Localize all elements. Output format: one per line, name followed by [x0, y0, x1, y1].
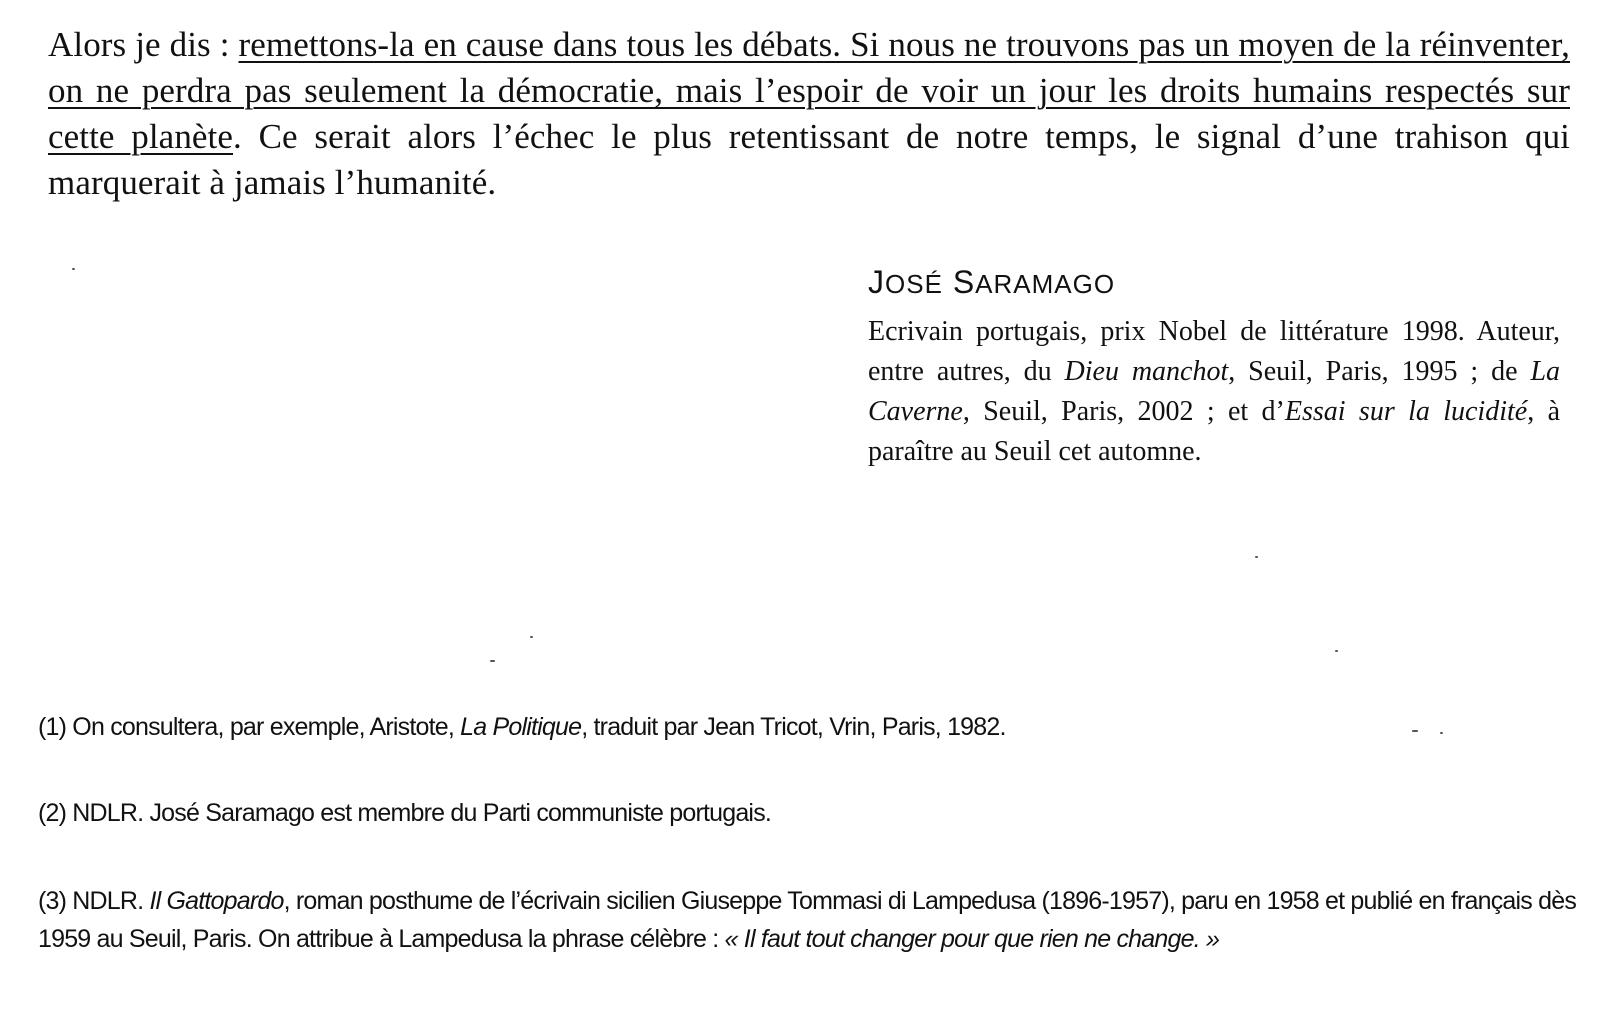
footnote-2	[38, 794, 1578, 832]
author-name	[868, 258, 1560, 308]
bio-text-2: , Seuil, Paris, 1995 ; de	[1228, 356, 1531, 387]
main-paragraph	[48, 22, 1570, 206]
author-first-initial: J	[868, 264, 885, 300]
book-title-dieu-manchot: Dieu manchot	[1064, 356, 1229, 387]
bio-text-3: , Seuil, Paris, 2002 ; et d’	[962, 396, 1285, 427]
bio-text-4: , à paraître au Seuil cet automne.	[868, 396, 1560, 467]
paragraph-lead: Alors je dis :	[48, 25, 239, 64]
author-bio	[868, 312, 1560, 472]
author-last-initial: S	[952, 264, 976, 300]
scan-speck	[1412, 730, 1418, 732]
footnote-3-middle: , roman posthume de l’écrivain sicilien Giuseppe Tommasi di Lampedusa (1896-1957), paru en 1958 et publié en français dès 1959 au Seuil, Paris. On attribue à Lampedusa la phrase célèbre :	[38, 887, 1577, 953]
footnote-1-suffix: , traduit par Jean Tricot, Vrin, Paris, 1982.	[581, 713, 1006, 741]
footnote-3	[38, 882, 1578, 958]
footnote-3-title: Il Gattopardo	[149, 887, 284, 915]
author-last-rest: ARAMAGO	[975, 269, 1116, 299]
scan-speck	[72, 268, 75, 270]
scan-speck	[1440, 732, 1443, 734]
paragraph-rest: . Ce serait alors l’échec le plus retentissant de notre temps, le signal d’une trahison qui marquerait à jamais l’humanité.	[48, 117, 1570, 202]
author-block	[868, 258, 1560, 472]
scan-speck	[1335, 650, 1338, 652]
scan-speck	[490, 660, 495, 662]
book-title-la-caverne: La Caverne	[868, 356, 1561, 427]
book-title-essai-sur-la-lucidite: Essai sur la lucidité	[1284, 396, 1528, 427]
footnote-2-text: (2) NDLR. José Saramago est membre du Parti communiste portugais.	[38, 799, 772, 827]
author-first-rest: OSÉ	[885, 269, 943, 299]
footnote-1	[38, 708, 1578, 746]
footnote-1-prefix: (1) On consultera, par exemple, Aristote,	[38, 713, 461, 741]
footnote-1-title: La Politique	[460, 713, 582, 741]
scan-speck	[530, 636, 533, 638]
scan-speck	[1255, 556, 1258, 558]
bio-text-1: Ecrivain portugais, prix Nobel de littérature 1998. Auteur, entre autres, du	[868, 316, 1560, 387]
footnote-3-prefix: (3) NDLR.	[38, 887, 150, 915]
underlined-passage: remettons-la en cause dans tous les débats. Si nous ne trouvons pas un moyen de la réinventer, on ne perdra pas seulement la démocratie, mais l’espoir de voir un jour les droits humains respectés sur cette planète	[48, 25, 1571, 156]
footnote-3-quote: « Il faut tout changer pour que rien ne change. »	[724, 925, 1220, 953]
